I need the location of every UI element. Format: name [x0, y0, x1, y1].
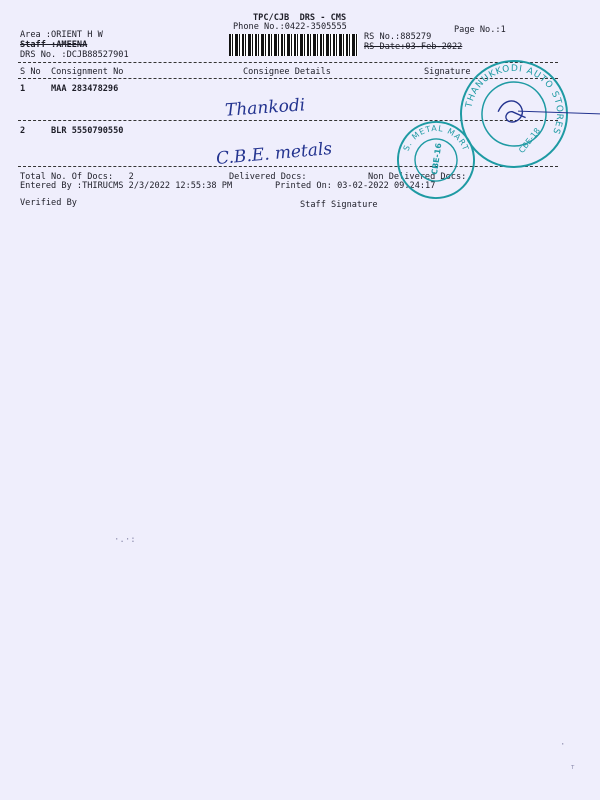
- printed-on: Printed On: 03-02-2022 09:24:17: [275, 181, 436, 191]
- stamp1-code: CBE-18: [517, 126, 543, 155]
- delivered-docs: Delivered Docs:: [229, 172, 307, 182]
- column-header-signature: Signature: [424, 67, 471, 77]
- area-field: Area :ORIENT H W: [20, 30, 103, 40]
- scan-speck: ᵀ: [570, 765, 576, 775]
- row-1-handwritten-receipt: Thankodi: [224, 95, 306, 121]
- verified-by-label: Verified By: [20, 198, 77, 208]
- barcode: [229, 34, 358, 56]
- column-header-consignee: Consignee Details: [243, 67, 331, 77]
- total-docs: Total No. Of Docs: 2: [20, 172, 134, 182]
- entered-by: Entered By :THIRUCMS 2/3/2022 12:55:38 PM: [20, 181, 233, 191]
- non-delivered-docs: Non Delivered Docs:: [368, 172, 467, 182]
- scan-speck: ·.·:: [114, 535, 136, 545]
- column-header-sno: S No: [20, 67, 41, 77]
- stamp2-ring-text: S. METAL MART: [401, 123, 471, 153]
- row-2-consignment: BLR 5550790550: [51, 126, 124, 136]
- svg-text:THANUKKODI AUTO STORES: [462, 57, 570, 136]
- row-2-sno: 2: [20, 126, 26, 136]
- row-2-handwritten-receipt: C.B.E. metals: [215, 138, 333, 170]
- staff-signature-label: Staff Signature: [300, 200, 378, 210]
- stamp1-ring-text: THANUKKODI AUTO STORES: [464, 63, 565, 136]
- scan-speck: ·: [560, 740, 566, 750]
- row-1-sno: 1: [20, 84, 26, 94]
- rs-number: RS No.:885279: [364, 32, 432, 42]
- row-1-consignment: MAA 283478296: [51, 84, 119, 94]
- phone-number: Phone No.:0422-3505555: [233, 22, 347, 32]
- rs-date: RS Date:03-Feb-2022: [364, 42, 463, 52]
- staff-field: Staff :AMEENA: [20, 40, 88, 50]
- column-header-consignment: Consignment No: [51, 67, 124, 77]
- metal-mart-stamp: [387, 111, 484, 208]
- report-title: TPC/CJB DRS - CMS: [253, 13, 347, 23]
- stamp2-code: CBE-16: [430, 142, 444, 176]
- drs-number: DRS No. :DCJB88527901: [20, 50, 129, 60]
- page-number: Page No.:1: [454, 25, 506, 35]
